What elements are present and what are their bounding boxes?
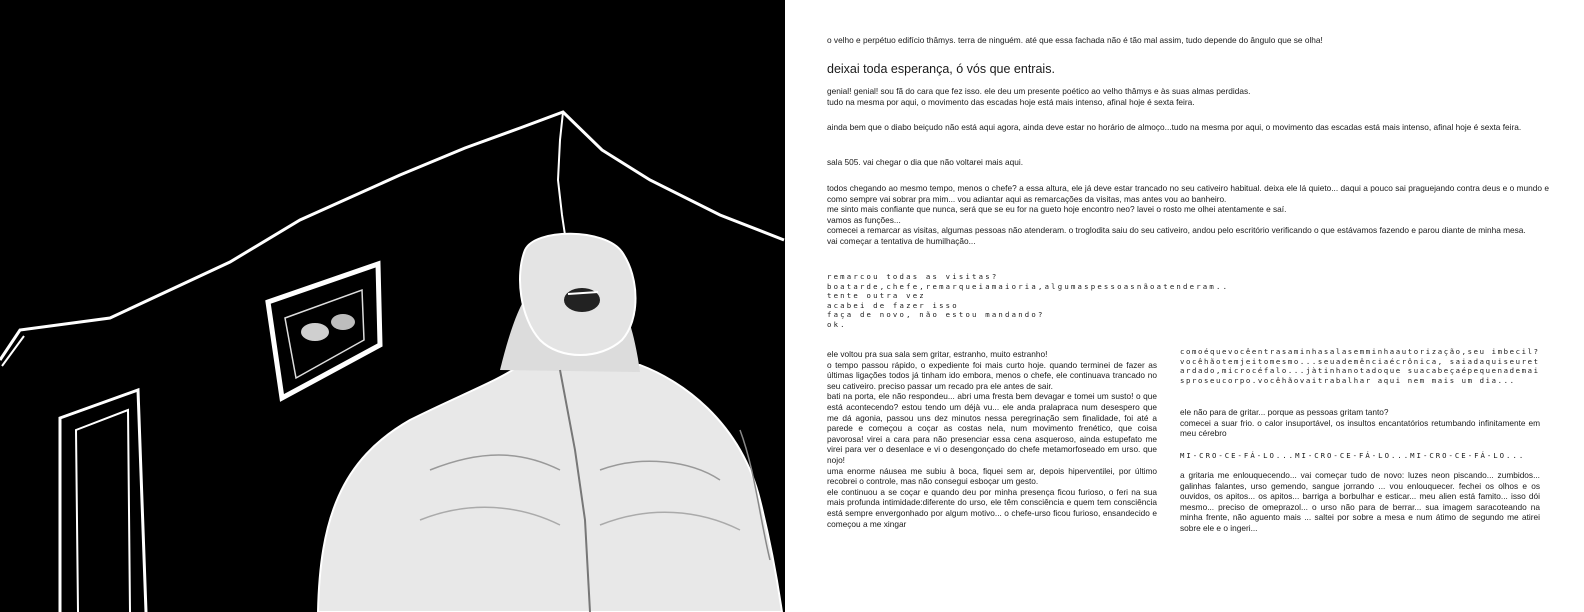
framed-picture-icon bbox=[268, 264, 380, 398]
hanging-figure bbox=[318, 234, 782, 612]
dialogue-block-1: remarcou todas as visitas? boatarde,chefe,remarqueiamaioria,algumaspessoasnãoatenderam.. tente outra vez acabei de fazer isso faça de novo, não estou mandando? ok. bbox=[827, 272, 1230, 329]
hanged-figure-illustration bbox=[0, 0, 785, 612]
motto-heading: deixai toda esperança, ó vós que entrais. bbox=[827, 62, 1055, 76]
paragraph-2: ainda bem que o diabo beiçudo não está aqui agora, ainda deve estar no horário de almoço...tudo na mesma por aqui, o movimento das escadas está mais intenso, afinal hoje é sexta feira. bbox=[827, 122, 1522, 132]
rope bbox=[558, 112, 565, 235]
paragraph-3: sala 505. vai chegar o dia que não voltarei mais aqui. bbox=[827, 157, 1024, 167]
dialogue-block-2: comoéquevocêentrasaminhasalasemminhaautorização,seu imbecil?vocêhãotemjeitomesmo...seuademênciaécrônica, saiadaquiseuretardado,microcéfalo...jàtinhanotadoque suacabeçaépequenademaisproseucorpo.vocêhãovaitrabalhar aqui nem mais um dia... bbox=[1180, 347, 1540, 385]
paragraph-5: ele não para de gritar... porque as pessoas gritam tanto? comecei a suar frio. o calor insuportável, os insultos encantatórios retumbando infinitamente em meu cérebro bbox=[1180, 407, 1540, 439]
header-line: o velho e perpétuo edifício thâmys. terra de ninguém. até que essa fachada não é tão mal assim, tudo depende do ângulo que se olha! bbox=[827, 35, 1323, 45]
left-column-text: ele voltou pra sua sala sem gritar, estranho, muito estranho! o tempo passou rápido, o expediente foi mais curto hoje. quando terminei de fazer as últimas ligações todos já tinham ido embora, menos o chefe, ele continuava trancado no seu cativeiro. preciso passar um recado pra ele antes de sair. bati na porta, ele não respondeu... abri uma fresta bem devagar e tomei um susto! o que está acontecendo? estou tendo um déjà vu... ele anda pralapraca num desespero que me dá agonia, passou uns dez minutos nessa peregrinação sem finalidade, foi até a parede e começou a coçar as costas nela, num movimento frenético, que coisa pavorosa! virei a cara para não presenciar essa cena asqueroso, ainda estupefato me virei para ver o desenlace e vi o desengonçado do chefe metamorfoseado em urso. que nojo! uma enorme náusea me subiu à boca, fiquei sem ar, depois hiperventilei, por último recobrei o controle, mas não consegui esboçar um gesto. ele continuou a se coçar e quando deu por minha presença ficou furioso, o feri na sua mais profunda intimidade:diferente do urso, ele têm consciência e quem tem consciência está sempre envergonhado por algum motivo... o chefe-urso ficou furioso, ensandecido e começou a me xingar bbox=[827, 349, 1157, 529]
paragraph-4: todos chegando ao mesmo tempo, menos o chefe? a essa altura, ele já deve estar trancado no seu cativeiro habitual. deixa ele lá quieto... daqui a pouco sai praguejando contra deus e o mundo e como sempre vai sobrar pra mim... vou adiantar aqui as remarcações da visitas, mas antes vou ao banheiro. me sinto mais confiante que nunca, será que se eu for na gueto hoje encontro neo? lavei o rosto me olhei atentamente e saí. vamos as funções... comecei a remarcar as visitas, algumas pessoas não atenderam. o troglodita saiu do seu cativeiro, andou pelo escritório verificando o que estávamos fazendo e parou diante de minha mesa. vai começar a tentativa de humilhação... bbox=[827, 183, 1549, 246]
paragraph-1: genial! genial! sou fã do cara que fez isso. ele deu um presente poético ao velho thâmys e às suas almas perdidas. tudo na mesma por aqui, o movimento das escadas hoje está mais intenso, afinal hoje é sexta feira. bbox=[827, 86, 1251, 107]
door-icon bbox=[60, 390, 146, 612]
roof-outline bbox=[0, 112, 784, 360]
text-page bbox=[785, 0, 1584, 612]
chant-line: MI-CRO-CE-FÁ-LO...MI-CRO-CE-FÁ-LO...MI-CRO-CE-FÁ-LO... bbox=[1180, 451, 1526, 460]
illustration-panel bbox=[0, 0, 785, 612]
right-column-text: a gritaria me enlouquecendo... vai começar tudo de novo: luzes neon piscando... zumbidos... galinhas falantes, urso gemendo, sangue jorrando ... vou enlouquecer. fechei os olhos e os ouvidos, os apitos... os apitos... barriga a borbulhar e esticar... meu alien está famito... isso dói mesmo... preciso de omeprazol... o urso não para de berrar... sua imagem saracoteando na minha frente, não aguento mais ... saltei por sobre a mesa e num átimo de segundo me atirei sobre ele e o ingeri... bbox=[1180, 470, 1540, 533]
